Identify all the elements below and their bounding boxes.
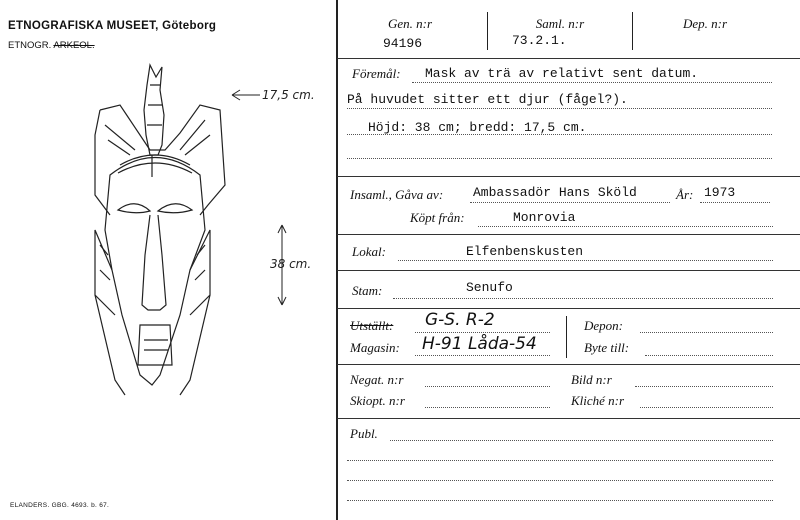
top-divider-2 — [632, 12, 633, 50]
rule-stam — [337, 308, 800, 309]
lokal-value: Elfenbenskusten — [466, 244, 584, 259]
rule-insamlad — [337, 234, 800, 235]
height-annotation: 38 cm. — [270, 257, 312, 271]
dots-lokal — [398, 260, 773, 261]
dots-foremal-2 — [347, 108, 772, 109]
dots-publ-2 — [347, 460, 773, 461]
dots-kliche — [640, 407, 773, 408]
museum-title — [8, 20, 216, 32]
mask-sketch — [0, 55, 330, 455]
width-annotation: 17,5 cm. — [262, 88, 315, 102]
kopt-label: Köpt från: — [410, 210, 465, 225]
dots-stam — [393, 298, 773, 299]
year-label: År: — [676, 187, 694, 202]
dots-year — [700, 202, 770, 203]
dots-insamlad — [470, 202, 670, 203]
city-name: Göteborg — [162, 20, 217, 32]
dots-publ-1 — [390, 440, 773, 441]
lokal-label: Lokal: — [352, 244, 386, 259]
dep-label: Dep. n:r — [682, 16, 728, 31]
rule-misc — [337, 418, 800, 419]
printer-line: ELANDERS. GBG. 4693. b. 67. — [10, 502, 110, 509]
magasin-label: Magasin: — [350, 340, 400, 355]
publ-label: Publ. — [350, 426, 378, 441]
byte-label: Byte till: — [584, 340, 630, 355]
dots-magasin — [415, 355, 550, 356]
gen-value: 94196 — [383, 36, 423, 51]
dots-foremal-4 — [347, 158, 772, 159]
bild-label: Bild n:r — [571, 372, 612, 387]
depon-label: Depon: — [584, 318, 623, 333]
dots-publ-3 — [347, 480, 773, 481]
dots-foremal-1 — [412, 82, 772, 83]
department-struck: ARKEOL. — [53, 40, 95, 51]
magasin-value: H-91 Låda-54 — [422, 334, 537, 354]
foremal-line-3: Höjd: 38 cm; bredd: 17,5 cm. — [368, 120, 587, 135]
dots-depon — [640, 332, 773, 333]
top-divider-1 — [487, 12, 488, 50]
dots-byte — [645, 355, 773, 356]
foremal-line-2: På huvudet sitter ett djur (fågel?). — [347, 92, 628, 107]
rule-top — [337, 58, 800, 59]
stam-label: Stam: — [352, 283, 383, 298]
dots-negat — [425, 386, 550, 387]
dots-publ-4 — [347, 500, 773, 501]
insamlad-label: Insaml., Gåva av: — [350, 187, 444, 202]
stam-value: Senufo — [466, 280, 513, 295]
utstallt-value: G-S. R-2 — [425, 310, 495, 330]
insamlad-value: Ambassadör Hans Sköld — [473, 185, 637, 200]
kliche-label: Kliché n:r — [571, 393, 625, 408]
gen-label: Gen. n:r — [387, 16, 433, 31]
dots-foremal-3 — [347, 134, 772, 135]
foremal-label: Föremål: — [352, 66, 401, 81]
rule-foremal — [337, 176, 800, 177]
saml-value: 73.2.1. — [512, 33, 567, 48]
saml-label: Saml. n:r — [535, 16, 585, 31]
utstallt-label: Utställt: — [350, 318, 394, 333]
dots-skiopt — [425, 407, 550, 408]
department-name: ETNOGR. — [8, 40, 52, 51]
kopt-value: Monrovia — [513, 210, 576, 225]
rule-lokal — [337, 270, 800, 271]
skiopt-label: Skiopt. n:r — [350, 393, 405, 408]
storage-divider — [566, 316, 567, 358]
rule-storage — [337, 364, 800, 365]
dots-kopt — [478, 226, 773, 227]
negat-label: Negat. n:r — [350, 372, 404, 387]
institution-name: ETNOGRAFISKA MUSEET, — [8, 20, 159, 32]
dots-utstallt — [415, 332, 550, 333]
card-left-border — [336, 0, 338, 520]
year-value: 1973 — [704, 185, 736, 200]
department-line — [8, 40, 95, 51]
dots-bild — [635, 386, 773, 387]
foremal-line-1: Mask av trä av relativt sent datum. — [425, 66, 699, 81]
